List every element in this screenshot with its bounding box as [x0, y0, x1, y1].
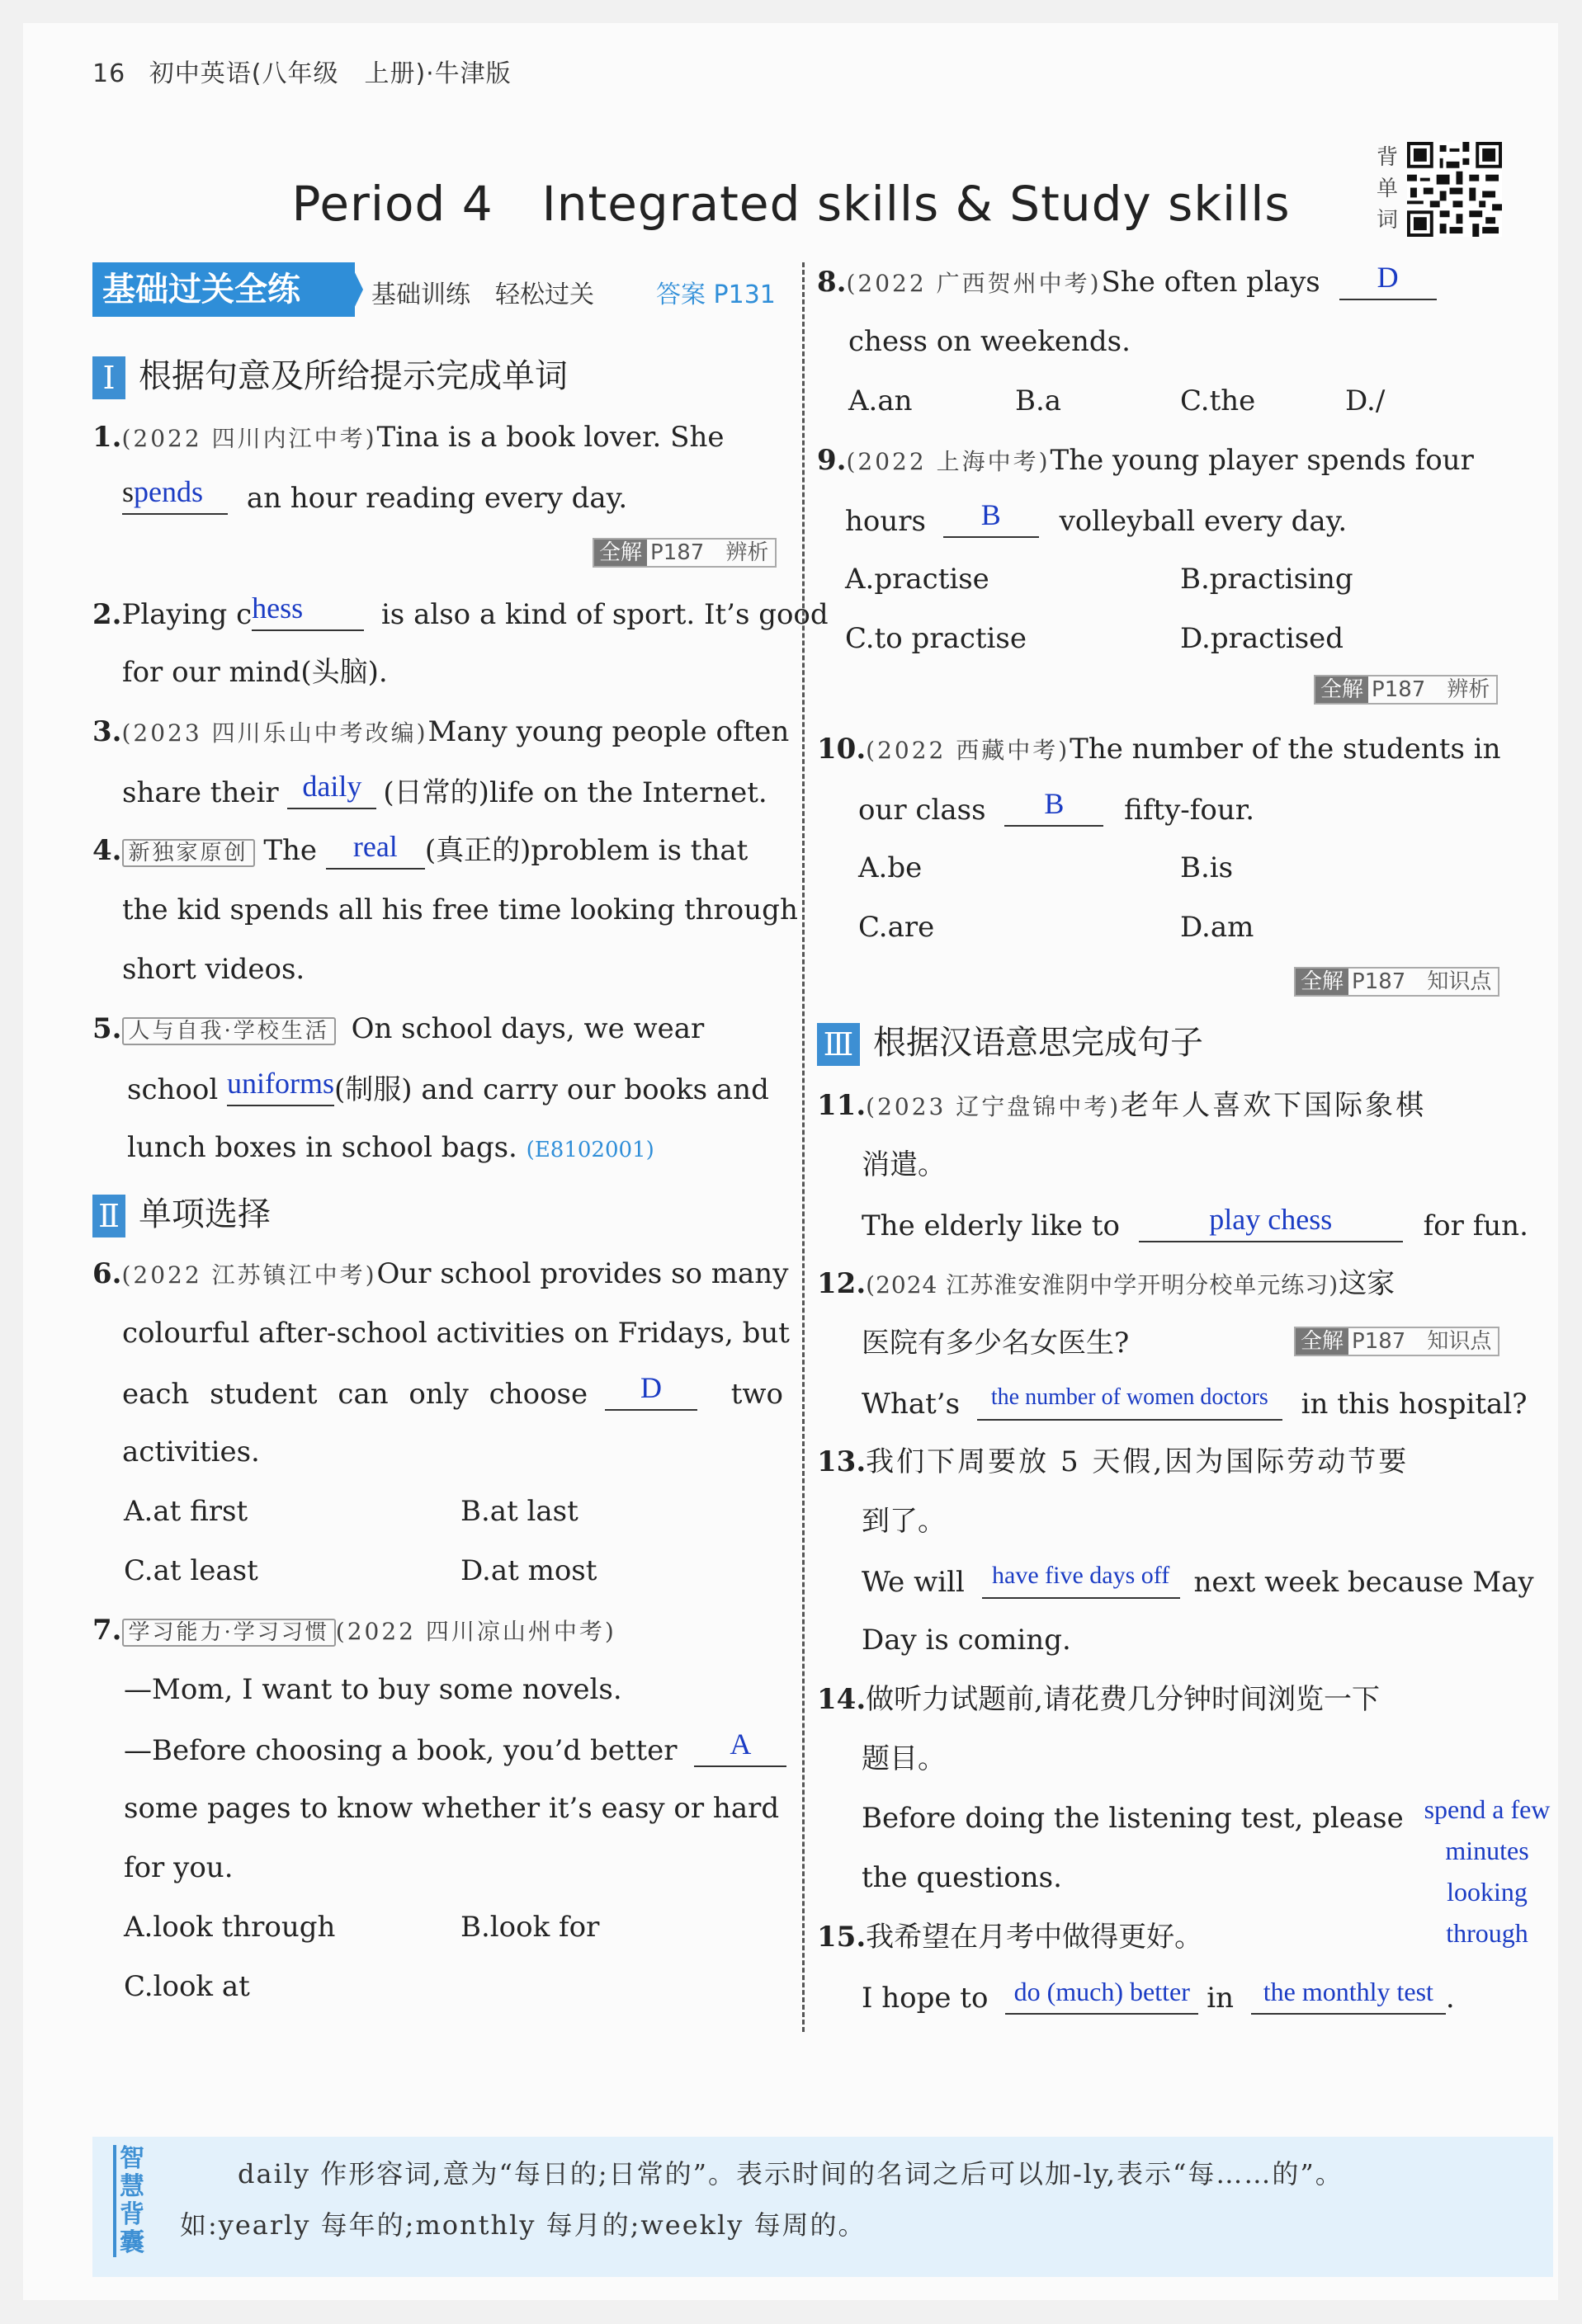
question-text: our class — [858, 794, 986, 827]
question-4-line-2: the kid spends all his free time looking through — [122, 893, 798, 926]
question-source: (2022 上海中考) — [846, 448, 1051, 475]
question-number: 10. — [817, 733, 867, 766]
handwritten-answer: D — [640, 1371, 662, 1404]
option-c[interactable]: C.are — [858, 911, 935, 944]
tip-label — [113, 2145, 153, 2257]
question-text: for fun. — [1423, 1209, 1528, 1242]
question-12-line-2: 医院有多少名女医生? — [862, 1327, 1130, 1360]
section-heading — [92, 350, 568, 399]
tip-label-char: 囊 — [120, 2228, 144, 2257]
handwritten-answer: hess — [252, 592, 304, 625]
reference-label: 全解 — [1296, 1328, 1348, 1355]
question-source: (2023 辽宁盘锦中考) — [866, 1093, 1122, 1120]
tip-text-line-2: 如:yearly 每年的;monthly 每月的;weekly 每周的。 — [180, 2209, 867, 2241]
answer-blank[interactable] — [1139, 1203, 1403, 1242]
question-text: 我希望在月考中做得更好。 — [866, 1921, 1203, 1954]
answer-blank[interactable] — [605, 1371, 697, 1411]
question-text: (制服) and carry our books and — [334, 1073, 769, 1106]
reference-label: 全解 — [594, 540, 647, 566]
banner-subtitle: 基础训练 轻松过关 — [371, 280, 594, 309]
question-7-line-5: for you. — [124, 1851, 234, 1884]
question-text: She often plays — [1101, 266, 1320, 299]
question-7 — [92, 1614, 616, 1649]
answer-blank[interactable] — [1251, 1977, 1446, 2015]
question-number: 8. — [817, 266, 847, 299]
answer-blank[interactable] — [1004, 787, 1103, 827]
handwritten-answer: play chess — [1209, 1203, 1333, 1236]
question-text: The number of the students in — [1070, 733, 1501, 766]
answer-line: looking — [1447, 1877, 1528, 1907]
section-heading — [817, 1016, 1203, 1066]
question-code: (E8102001) — [526, 1138, 654, 1162]
question-source: (2023 四川乐山中考改编) — [121, 719, 428, 747]
question-number: 1. — [92, 421, 122, 454]
answer-page-link[interactable]: 答案 P131 — [656, 280, 776, 309]
question-12-line-3 — [862, 1386, 1527, 1421]
question-source: (2024 江苏淮安淮阴中学开明分校单元练习) — [866, 1271, 1339, 1299]
answer-blank[interactable] — [943, 498, 1039, 538]
section-number: Ⅱ — [92, 1195, 125, 1237]
qr-code-icon[interactable] — [1407, 142, 1502, 237]
question-text: lunch boxes in school bags. — [127, 1131, 517, 1164]
column-divider — [802, 262, 805, 2032]
option-d[interactable]: D.practised — [1180, 622, 1344, 655]
question-9-line-2 — [845, 498, 1348, 538]
question-text: next week because May — [1193, 1566, 1534, 1599]
handwritten-answer: real — [352, 830, 398, 863]
answer-blank[interactable] — [977, 1386, 1282, 1421]
question-14-line-2: 题目。 — [862, 1742, 946, 1775]
option-d[interactable]: D.am — [1180, 911, 1254, 944]
option-d[interactable]: D./ — [1345, 384, 1386, 417]
question-text: I hope to — [862, 1982, 989, 2015]
option-c[interactable]: C.the — [1180, 384, 1256, 417]
question-number: 5. — [92, 1012, 122, 1045]
reference-label: 全解 — [1315, 676, 1368, 703]
question-text: The — [263, 834, 318, 867]
question-6-line-2: colourful after-school activities on Fridays, but — [122, 1317, 790, 1350]
question-text: Playing c — [121, 598, 253, 631]
question-14 — [817, 1683, 1380, 1716]
question-text: 老年人喜欢下国际象棋 — [1121, 1089, 1427, 1122]
question-text: Our school provides so many — [376, 1257, 789, 1290]
running-header — [92, 53, 512, 89]
question-number: 4. — [92, 834, 122, 867]
option-c[interactable]: C.to practise — [845, 622, 1027, 655]
question-text: (真正的)problem is that — [424, 834, 748, 867]
option-b[interactable]: B.practising — [1180, 563, 1353, 596]
question-13-line-4: Day is coming. — [862, 1624, 1071, 1657]
question-number: 6. — [92, 1257, 122, 1290]
question-text: 做听力试题前,请花费几分钟时间浏览一下 — [866, 1683, 1380, 1716]
option-b[interactable]: B.look for — [460, 1911, 600, 1944]
answer-blank[interactable] — [694, 1728, 786, 1767]
question-5-line-2 — [127, 1067, 769, 1106]
handwritten-answer: the monthly test — [1263, 1977, 1433, 2006]
handwritten-answer: B — [980, 498, 1001, 531]
question-5 — [92, 1012, 704, 1048]
question-source: (2022 四川凉山州中考) — [335, 1618, 616, 1645]
reference-text: P187 辨析 — [650, 540, 769, 565]
section-banner: 基础过关全练 — [92, 262, 355, 317]
question-6-line-4: activities. — [122, 1435, 260, 1468]
reference-text: P187 知识点 — [1352, 969, 1492, 994]
question-number: 3. — [92, 715, 122, 748]
question-text: Tina is a book lover. She — [376, 421, 725, 454]
section-number: Ⅰ — [92, 356, 125, 399]
question-number: 14. — [817, 1683, 867, 1716]
reference-tag[interactable] — [1294, 1327, 1499, 1356]
given-letter: s — [122, 475, 135, 508]
question-text: —Before choosing a book, you’d better — [124, 1734, 678, 1767]
answer-blank[interactable] — [287, 770, 376, 809]
question-text: an hour reading every day. — [246, 482, 628, 515]
question-10-line-2 — [858, 787, 1255, 827]
option-a[interactable]: A.at first — [124, 1495, 248, 1528]
question-13-line-3 — [862, 1564, 1534, 1599]
handwritten-answer: do (much) better — [1013, 1977, 1190, 2006]
handwritten-answer: A — [730, 1728, 752, 1761]
question-3-line-2 — [122, 770, 767, 809]
handwritten-answer — [1413, 1789, 1561, 1954]
qr-label-char: 词 — [1376, 208, 1398, 233]
handwritten-answer: uniforms — [227, 1067, 335, 1100]
reference-text: P187 知识点 — [1352, 1329, 1492, 1354]
question-11-line-2: 消遣。 — [862, 1148, 946, 1181]
handwritten-answer: the number of women doctors — [990, 1384, 1268, 1410]
question-text: each student can only choose — [122, 1378, 588, 1411]
question-text: The elderly like to — [862, 1209, 1120, 1242]
question-6 — [92, 1257, 788, 1292]
question-1-line-2 — [122, 475, 628, 515]
handwritten-answer: have five days off — [992, 1562, 1170, 1589]
handwritten-answer: B — [1044, 787, 1065, 820]
answer-line: through — [1446, 1918, 1528, 1948]
reference-tag[interactable] — [593, 538, 777, 568]
option-b[interactable]: B.is — [1180, 851, 1234, 884]
question-text: in this hospital? — [1301, 1388, 1528, 1421]
question-13-line-2: 到了。 — [862, 1505, 946, 1538]
question-text: school — [127, 1073, 219, 1106]
question-number: 15. — [817, 1921, 867, 1954]
question-6-line-3 — [122, 1371, 783, 1411]
question-1 — [92, 421, 724, 455]
question-11 — [817, 1089, 1426, 1124]
question-4-line-3: short videos. — [122, 953, 305, 986]
answer-blank[interactable] — [227, 1067, 335, 1106]
question-tag: 人与自我·学校生活 — [122, 1017, 336, 1045]
question-8 — [817, 261, 1437, 300]
question-number: 9. — [817, 444, 847, 477]
answer-blank[interactable] — [252, 592, 364, 631]
question-8-line-2: chess on weekends. — [848, 325, 1131, 358]
question-7-line-2: —Mom, I want to buy some novels. — [124, 1673, 622, 1706]
option-c[interactable]: C.at least — [124, 1554, 258, 1587]
question-number: 7. — [92, 1614, 122, 1647]
section-title: 根据句意及所给提示完成单词 — [139, 357, 568, 395]
question-14-line-4: the questions. — [862, 1861, 1062, 1894]
question-2 — [92, 592, 829, 631]
question-text: fifty-four. — [1124, 794, 1255, 827]
question-tag: 学习能力·学习习惯 — [122, 1619, 336, 1647]
answer-blank[interactable] — [982, 1564, 1180, 1599]
tip-text-line-1: daily 作形容词,意为“每日的;日常的”。表示时间的名词之后可以加-ly,表示“每……的”。 — [238, 2158, 1344, 2190]
qr-label — [1374, 142, 1400, 236]
question-text: 这家 — [1339, 1267, 1395, 1300]
qr-label-char: 背 — [1376, 145, 1398, 170]
option-a[interactable]: A.be — [858, 851, 923, 884]
question-4 — [92, 830, 748, 870]
book-title: 初中英语(八年级 上册)·牛津版 — [149, 59, 512, 88]
reference-tag[interactable] — [1314, 675, 1498, 705]
option-a[interactable]: A.an — [848, 384, 913, 417]
chevron-right-icon — [338, 262, 368, 317]
question-tag: 新独家原创 — [122, 839, 255, 867]
answer-blank[interactable] — [122, 475, 228, 515]
question-3 — [92, 715, 789, 750]
question-number: 12. — [817, 1267, 867, 1300]
question-source: (2022 四川内江中考) — [121, 425, 377, 452]
question-text: hours — [845, 505, 926, 538]
question-text: is also a kind of sport. It’s good — [380, 598, 829, 631]
reference-label: 全解 — [1296, 969, 1348, 995]
question-text: 我们下周要放 5 天假,因为国际劳动节要 — [866, 1445, 1410, 1478]
question-text: (日常的)life on the Internet. — [383, 776, 767, 809]
answer-line: minutes — [1445, 1836, 1529, 1865]
question-source: (2022 江苏镇江中考) — [121, 1261, 377, 1289]
question-9 — [817, 444, 1474, 478]
section-title: 根据汉语意思完成句子 — [873, 1024, 1203, 1062]
answer-line: spend a few — [1424, 1794, 1551, 1824]
question-text: We will — [862, 1566, 965, 1599]
question-text: Many young people often — [427, 715, 790, 748]
question-11-line-3 — [862, 1203, 1528, 1242]
reference-tag[interactable] — [1294, 967, 1499, 997]
question-text: two — [730, 1378, 783, 1411]
option-b[interactable]: B.a — [1015, 384, 1062, 417]
question-15-line-2 — [862, 1977, 1455, 2015]
handwritten-answer: D — [1377, 261, 1399, 294]
answer-blank[interactable] — [326, 830, 425, 870]
question-source: (2022 广西贺州中考) — [846, 270, 1102, 297]
question-13 — [817, 1445, 1409, 1478]
option-b[interactable]: B.at last — [460, 1495, 578, 1528]
option-a[interactable]: A.practise — [845, 563, 989, 596]
question-15 — [817, 1921, 1202, 1954]
question-7-line-4: some pages to know whether it’s easy or hard — [124, 1792, 780, 1825]
answer-blank[interactable] — [1005, 1977, 1198, 2015]
question-text: On school days, we wear — [351, 1012, 705, 1045]
reference-text: P187 辨析 — [1372, 677, 1490, 702]
section-number: Ⅲ — [817, 1023, 860, 1066]
question-text: volleyball every day. — [1059, 505, 1348, 538]
option-c[interactable]: C.look at — [124, 1970, 250, 2003]
question-5-line-3 — [127, 1131, 654, 1167]
question-10 — [817, 733, 1501, 767]
tip-label-char: 智 — [120, 2144, 144, 2173]
handwritten-answer: pends — [134, 475, 204, 508]
question-text: in — [1207, 1982, 1235, 2015]
question-text: What’s — [862, 1388, 961, 1421]
handwritten-answer: daily — [302, 770, 362, 803]
question-2-line-2: for our mind(头脑). — [122, 656, 388, 689]
question-12 — [817, 1267, 1395, 1302]
qr-label-char: 单 — [1376, 177, 1398, 201]
question-source: (2022 西藏中考) — [866, 737, 1070, 764]
question-7-line-3 — [124, 1728, 786, 1767]
tip-label-char: 慧 — [120, 2172, 144, 2201]
question-14-line-3: Before doing the listening test, please — [862, 1802, 1404, 1835]
answer-blank[interactable] — [1339, 261, 1437, 300]
tip-label-char: 背 — [120, 2200, 144, 2229]
option-d[interactable]: D.at most — [460, 1554, 597, 1587]
section-heading — [92, 1188, 271, 1237]
option-a[interactable]: A.look through — [124, 1911, 336, 1944]
question-text: The young player spends four — [1050, 444, 1474, 477]
question-text: . — [1445, 1982, 1455, 2015]
question-text: share their — [122, 776, 279, 809]
question-number: 13. — [817, 1445, 867, 1478]
page-number: 16 — [92, 59, 126, 88]
question-number: 2. — [92, 598, 122, 631]
question-number: 11. — [817, 1089, 867, 1122]
page-title: Period 4 Integrated skills & Study skills — [291, 176, 1291, 232]
section-title: 单项选择 — [139, 1195, 271, 1233]
